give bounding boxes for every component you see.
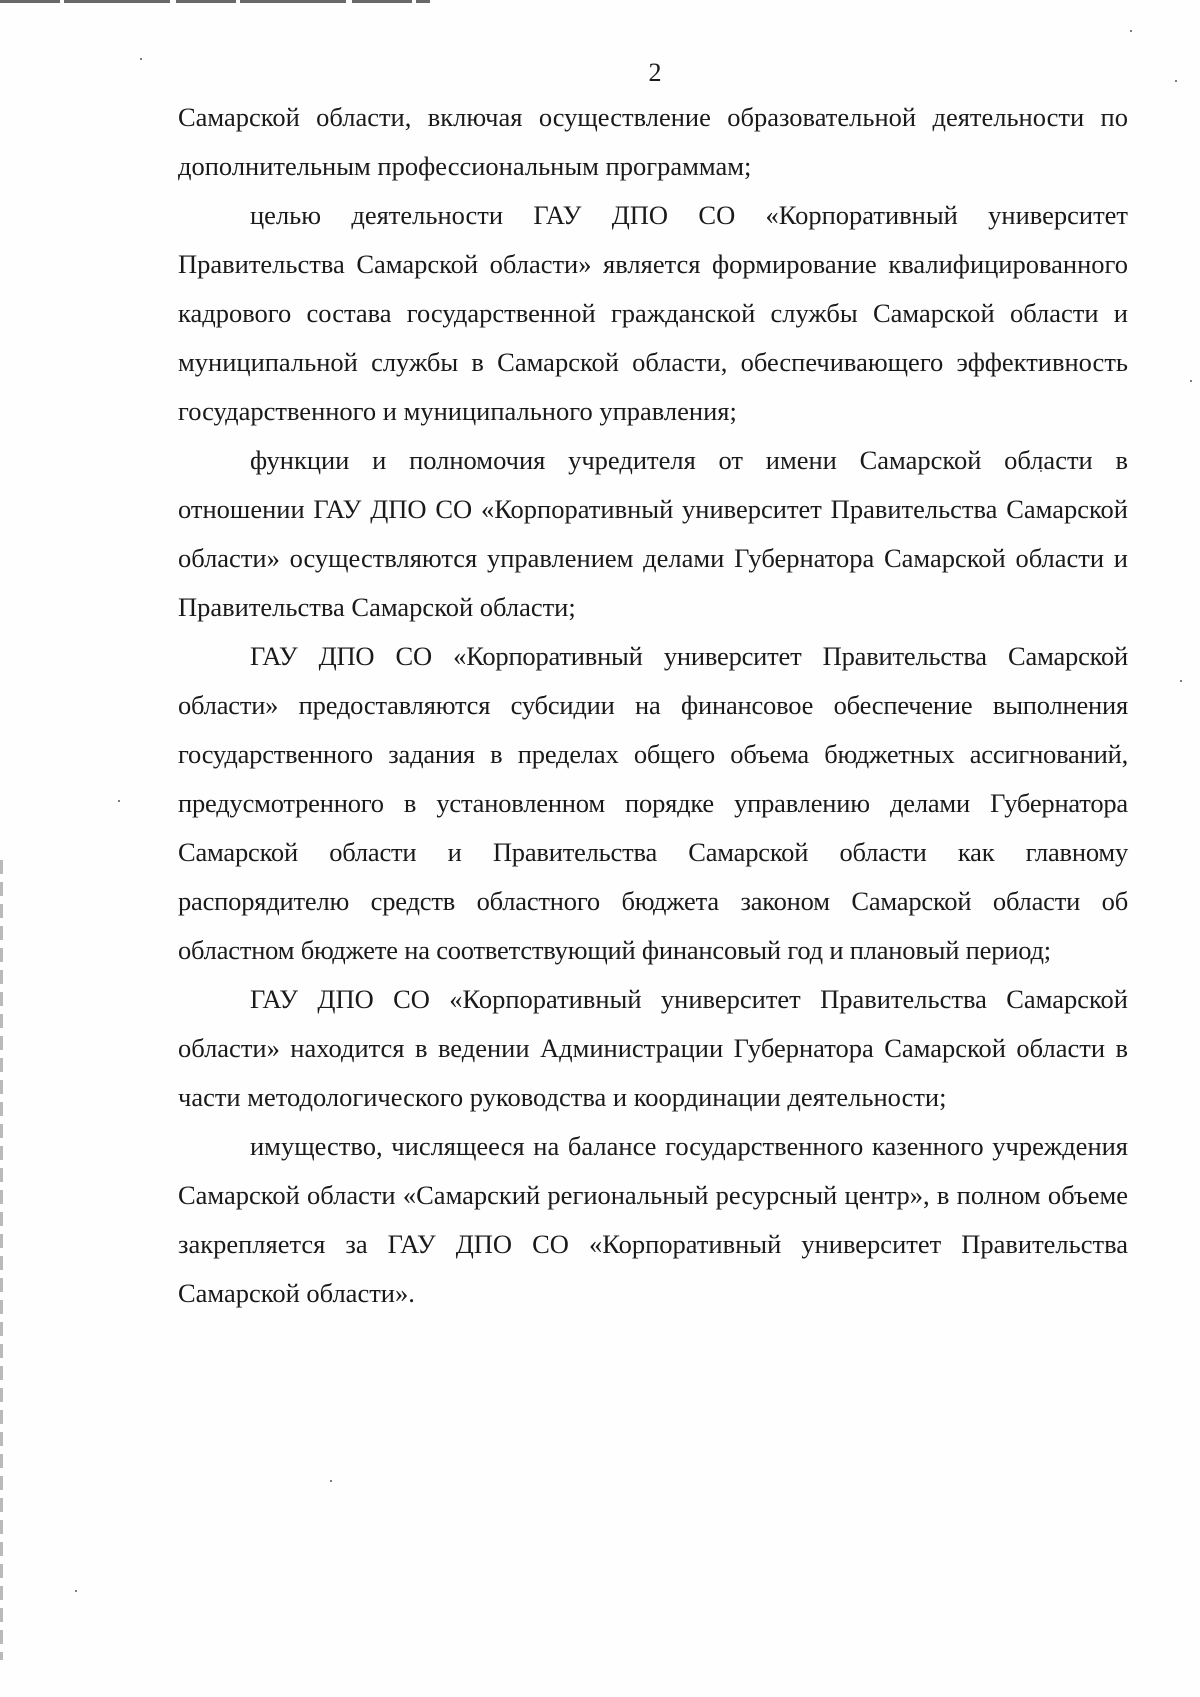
paragraph-subsidies: ГАУ ДПО СО «Корпоративный университет Правительства Самарской области» предоставляются субсидии на финансовое обеспечение выполнения государственного задания в пределах общего объема бюджетных ассигнований, предусмотренного в установленном порядке управлению делами Губернатора Самарской области и Правительства Самарской области как главному распорядителю средств областного бюджета законом Самарской области об областном бюджете на соответствующий финансовый год и плановый период; bbox=[178, 641, 1128, 965]
scan-speck bbox=[1190, 380, 1192, 382]
scan-artifact-left bbox=[0, 860, 3, 1660]
scan-artifact-top bbox=[0, 0, 430, 3]
scan-speck bbox=[1130, 30, 1132, 32]
paragraph-education-activity: Самарской области, включая осуществление образовательной деятельности по дополнительным профессиональным программам; bbox=[178, 102, 1128, 181]
scan-speck bbox=[1180, 680, 1182, 682]
paragraph-founder-functions: функции и полномочия учредителя от имени Самарской области в отношении ГАУ ДПО СО «Корпоративный университет Правительства Самарской области» осуществляются управлением делами Губернатора Самарской области и Правительства Самарской области; bbox=[178, 445, 1128, 622]
scan-speck bbox=[75, 1590, 77, 1592]
page-number: 2 bbox=[648, 58, 662, 87]
paragraph-property: имущество, числящееся на балансе государственного казенного учреждения Самарской области «Самарский региональный ресурсный центр», в полном объеме закрепляется за ГАУ ДПО СО «Корпоративный университет Правительства Самарской области». bbox=[178, 1131, 1128, 1308]
paragraph-purpose: целью деятельности ГАУ ДПО СО «Корпоративный университет Правительства Самарской области» является формирование квалифицированного кадрового состава государственной гражданской службы Самарской области и муниципальной службы в Самарской области, обеспечивающего эффективность государственного и муниципального управления; bbox=[178, 200, 1128, 426]
scan-speck bbox=[330, 1480, 332, 1482]
document-body bbox=[178, 93, 1128, 1318]
scan-speck bbox=[118, 800, 120, 802]
paragraph-administration: ГАУ ДПО СО «Корпоративный университет Правительства Самарской области» находится в ведении Администрации Губернатора Самарской области в части методологического руководства и координации деятельности; bbox=[178, 984, 1128, 1112]
